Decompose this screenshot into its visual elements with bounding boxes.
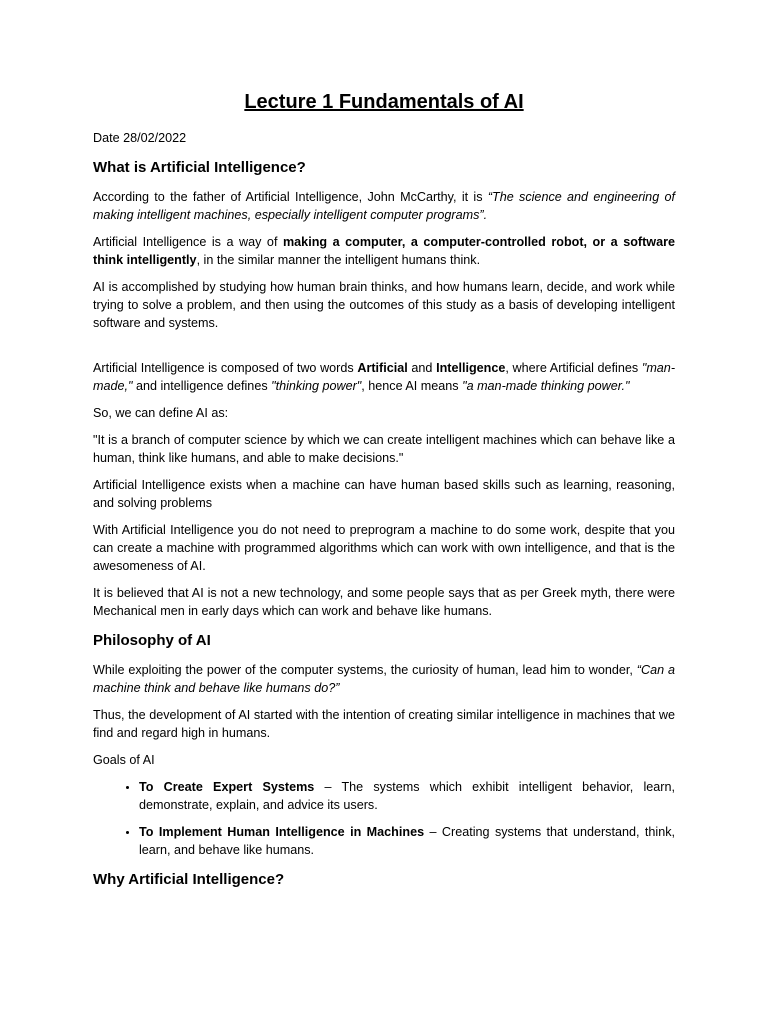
paragraph [93,233,675,269]
quote-italic: “Can a machine think and behave like humans do?” [93,663,675,695]
paragraph: Goals of AI [93,753,155,767]
text-run: Artificial Intelligence is composed of two words [93,361,358,375]
italic-run: "thinking power" [271,379,362,393]
goals-list [93,778,675,859]
paragraph: Artificial Intelligence exists when a machine can have human based skills such as learning, reasoning, and solving problems [93,478,675,510]
paragraph: AI is accomplished by studying how human brain thinks, and how humans learn, decide, and work while trying to solve a problem, and then using the outcomes of this study as a basis of developing intelligent software and systems. [93,280,675,330]
paragraph: So, we can define AI as: [93,406,229,420]
paragraph: "It is a branch of computer science by which we can create intelligent machines which can behave like a human, think like humans, and able to make decisions." [93,433,675,465]
bold-run: Artificial [357,361,408,375]
bold-run: To Create Expert Systems [139,780,315,794]
text-run: , in the similar manner the intelligent humans think. [196,253,481,267]
list-item [139,778,675,814]
text-run: , where Artificial defines [505,361,642,375]
list-item [139,823,675,859]
bold-run: making a computer, a computer-controlled robot, or a software think intelligently [93,235,676,267]
document-date: Date 28/02/2022 [93,131,187,145]
bold-run: To Implement Human Intelligence in Machines [139,825,425,839]
text-run: According to the father of Artificial Intelligence, John McCarthy, it is [93,190,488,204]
text-run: Artificial Intelligence is a way of [93,235,283,249]
section-heading-what-is-ai: What is Artificial Intelligence? [93,159,306,176]
paragraph [93,188,675,224]
quote-italic: “The science and engineering of making intelligent machines, especially intelligent computer programs”. [93,190,676,222]
text-run: and intelligence defines [132,379,272,393]
text-run: – The systems which exhibit intelligent behavior, learn, demonstrate, explain, and advice its users. [139,780,676,812]
text-run: and [407,361,437,375]
paragraph [93,661,675,697]
text-run: – Creating systems that understand, think, learn, and behave like humans. [139,825,675,857]
paragraph: With Artificial Intelligence you do not need to preprogram a machine to do some work, despite that you can create a machine with programmed algorithms which can work with own intelligence, and that is the awesomeness of AI. [93,523,675,573]
text-run: While exploiting the power of the computer systems, the curiosity of human, lead him to wonder, [93,663,637,677]
paragraph: It is believed that AI is not a new technology, and some people says that as per Greek myth, there were Mechanical men in early days which can work and behave like humans. [93,586,675,618]
section-heading-why-ai: Why Artificial Intelligence? [93,871,285,888]
document-title: Lecture 1 Fundamentals of AI [244,91,524,113]
paragraph [93,359,675,395]
italic-run: "man-made," [93,361,676,393]
italic-run: "a man-made thinking power." [462,379,630,393]
text-run: , hence AI means [361,379,463,393]
section-heading-philosophy: Philosophy of AI [93,632,211,649]
bold-run: Intelligence [436,361,506,375]
paragraph: Thus, the development of AI started with the intention of creating similar intelligence in machines that we find and regard high in humans. [93,708,675,740]
